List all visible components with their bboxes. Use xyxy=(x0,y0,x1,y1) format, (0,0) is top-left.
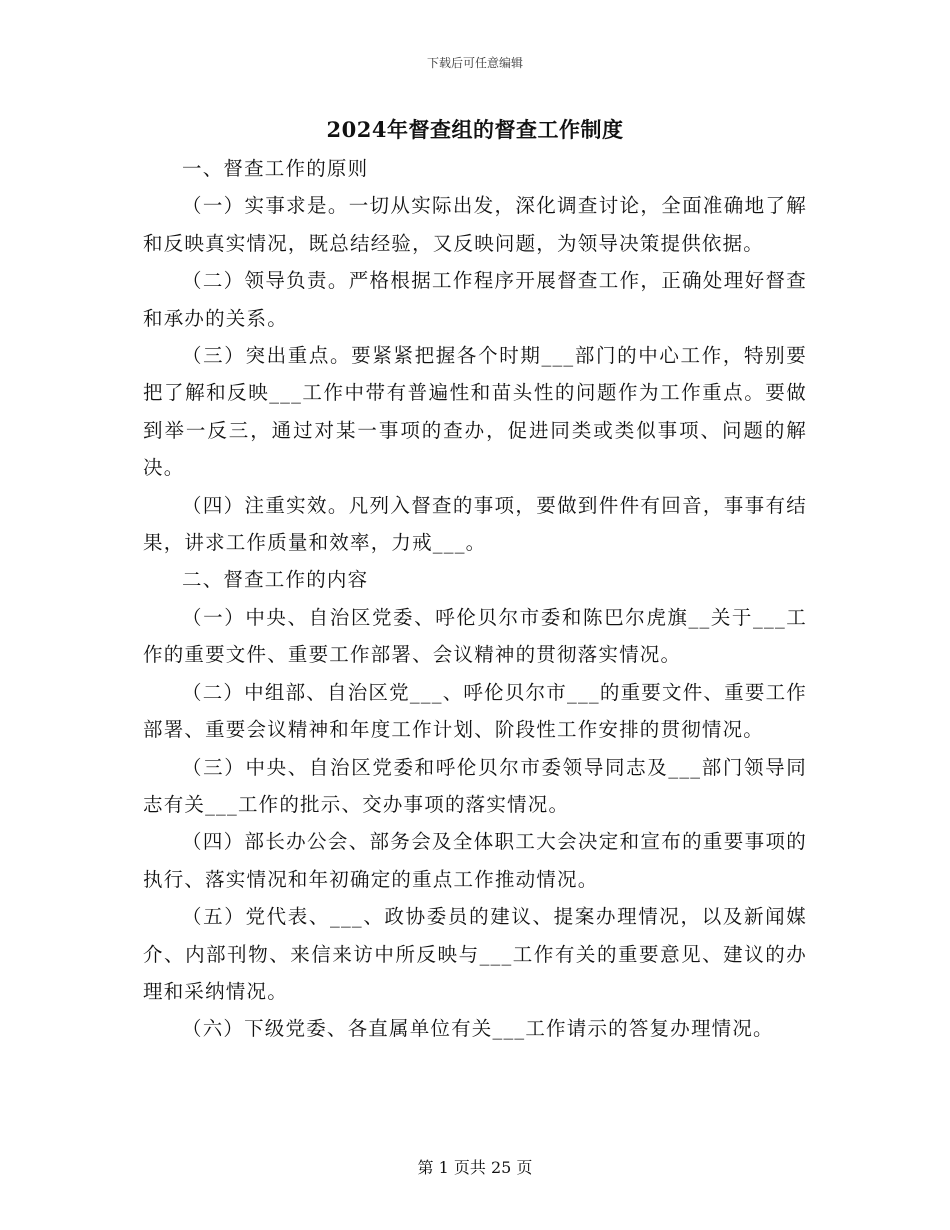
paragraph: （六）下级党委、各直属单位有关___工作请示的答复办理情况。 xyxy=(182,1017,774,1041)
paragraph: （三）中央、自治区党委和呼伦贝尔市委领导同志及___部门领导同志有关___工作的批示、交办事项的落实情况。 xyxy=(143,755,807,816)
header-note: 下载后可任意编辑 xyxy=(426,56,523,70)
paragraph: （五）党代表、___、政协委员的建议、提案办理情况，以及新闻媒介、内部刊物、来信来访中所反映与___工作有关的重要意见、建议的办理和采纳情况。 xyxy=(143,905,807,1003)
paragraph: （二）领导负责。严格根据工作程序开展督查工作，正确处理好督查和承办的关系。 xyxy=(143,269,807,330)
document-title: 2024年督查组的督查工作制度 xyxy=(326,117,624,142)
page-number: 第 1 页共 25 页 xyxy=(417,1158,533,1177)
paragraph: （二）中组部、自治区党___、呼伦贝尔市___的重要文件、重要工作部署、重要会议精神和年度工作计划、阶段性工作安排的贯彻情况。 xyxy=(143,680,807,742)
section-heading: 二、督查工作的内容 xyxy=(182,568,369,592)
paragraph: （一）中央、自治区党委、呼伦贝尔市委和陈巴尔虎旗__关于___工作的重要文件、重要工作部署、会议精神的贯彻落实情况。 xyxy=(143,605,807,667)
section-heading: 一、督查工作的原则 xyxy=(182,157,369,180)
paragraph: （四）注重实效。凡列入督查的事项，要做到件件有回音，事事有结果，讲求工作质量和效率，力戒___。 xyxy=(143,493,807,555)
document-body xyxy=(143,150,807,1048)
paragraph: （三）突出重点。要紧紧把握各个时期___部门的中心工作，特别要把了解和反映___工作中带有普遍性和苗头性的问题作为工作重点。要做到举一反三，通过对某一事项的查办，促进同类或类似事项、问题的解决。 xyxy=(143,344,807,480)
paragraph: （四）部长办公会、部务会及全体职工大会决定和宣布的重要事项的执行、落实情况和年初确定的重点工作推动情况。 xyxy=(143,830,807,891)
paragraph: （一）实事求是。一切从实际出发，深化调查讨论，全面准确地了解和反映真实情况，既总结经验，又反映问题，为领导决策提供依据。 xyxy=(143,194,807,255)
